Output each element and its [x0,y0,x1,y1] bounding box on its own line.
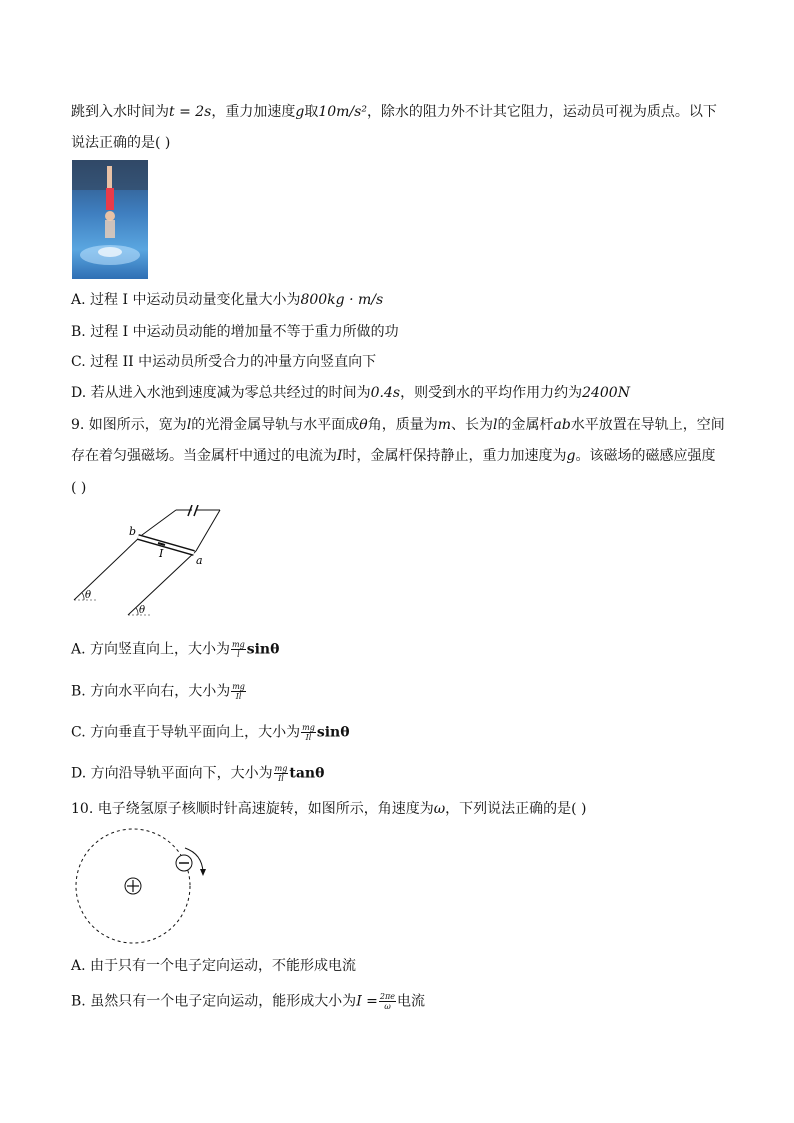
math-I: I [337,448,343,464]
text: 时，金属杆保持静止，重力加速度为 [342,448,567,464]
text: 。该磁场的磁感应强度 [575,448,716,464]
q8-option-c: C. 过程 II 中运动员所受合力的冲量方向竖直向下 [71,354,377,370]
text: 、长为 [451,417,494,433]
text: 的金属杆 [497,417,554,433]
math-force: 2400N [582,385,630,401]
numerator: mg [274,764,288,773]
math-momentum: 800kg · m/s [300,292,384,308]
q9-option-c [71,723,350,742]
numerator: mg [302,723,315,732]
q8-stem-line1 [71,103,717,121]
fraction [231,682,246,701]
q9-stem-line2 [71,447,716,465]
math-m: m [437,417,452,433]
q9-stem-line3: ( ) [71,480,87,496]
atom-diagram [70,826,220,946]
math-ab: ab [553,417,571,433]
math-g: g [295,104,305,120]
math-I: I = [356,993,378,1010]
text: 的光滑金属导轨与水平面成 [191,417,360,433]
q9-option-d [71,764,324,783]
text: 10. 电子绕氢原子核顺时针高速旋转，如图所示，角速度为 [71,801,434,817]
numerator: 2πe [379,992,395,1001]
text: ，重力加速度 [211,104,296,120]
denominator: ω [384,1002,391,1011]
q8-option-a [71,291,383,309]
text: D. 若从进入水池到速度减为零总共经过的时间为 [71,385,371,401]
rotation-arrowhead [200,869,206,876]
fraction [231,640,246,659]
q10-option-b [71,992,425,1011]
q9-option-b [71,682,247,701]
text: D. 方向沿导轨平面向下，大小为 [71,765,273,782]
text: 存在着匀强磁场。当金属杆中通过的电流为 [71,448,337,464]
math-omega: ω [433,801,446,817]
metal-rod-inner [138,537,194,553]
wire-left [142,510,176,535]
text: 水平放置在导轨上，空间 [570,417,725,433]
q8-stem-line2: 说法正确的是( ) [71,135,171,151]
math-l: l [186,417,192,433]
text: B. 方向水平向右，大小为 [71,683,231,700]
math-t: t = 2s [169,104,212,120]
text: C. 方向垂直于导轨平面向上，大小为 [71,724,301,741]
text: A. 过程 I 中运动员动量变化量大小为 [71,292,301,308]
denominator: l [237,650,240,659]
label-b: b [129,525,137,538]
label-theta-2: θ [139,605,146,616]
numerator: mg [232,640,245,649]
q10-stem [71,800,587,818]
text: 角，质量为 [367,417,438,433]
math-theta: θ [359,417,368,433]
math-fn: sinθ [316,724,350,741]
math-gval: 10m/s² [318,104,367,120]
math-fn: tanθ [289,765,325,782]
fraction [301,723,316,742]
math-fn: sinθ [246,641,280,658]
text: A. 方向竖直向上，大小为 [71,641,231,658]
math-t: 0.4s [370,385,401,401]
text: ，则受到水的平均作用力约为 [400,385,583,401]
text: 9. 如图所示，宽为 [71,417,187,433]
denominator: Il [305,733,312,742]
numerator: mg [232,682,245,691]
denominator: Il [278,774,284,783]
denominator: Il [235,692,242,701]
text: 取 [304,104,319,120]
math-g: g [566,448,576,464]
label-theta-1: θ [85,590,92,601]
text: 跳到入水时间为 [71,104,169,120]
q8-option-d [71,384,630,402]
math-l: l [493,417,498,433]
q10-option-a: A. 由于只有一个电子定向运动，不能形成电流 [71,958,357,974]
label-a: a [196,554,203,567]
wire-right [196,510,220,551]
rail-diagram [70,505,230,620]
q9-option-a [71,640,279,659]
fraction [379,992,396,1011]
text: 电流 [397,993,425,1010]
q9-stem-line1 [71,416,725,434]
text: ，下列说法正确的是( ) [445,801,587,817]
fraction [274,764,289,783]
angle-arc-2 [136,608,138,615]
q8-option-b: B. 过程 I 中运动员动能的增加量不等于重力所做的功 [71,324,399,340]
diver-photo [72,160,148,279]
text: ，除水的阻力外不计其它阻力，运动员可视为质点。以下 [366,104,717,120]
text: B. 虽然只有一个电子定向运动，能形成大小为 [71,993,357,1010]
label-I: I [159,547,164,560]
angle-arc-1 [82,593,84,600]
